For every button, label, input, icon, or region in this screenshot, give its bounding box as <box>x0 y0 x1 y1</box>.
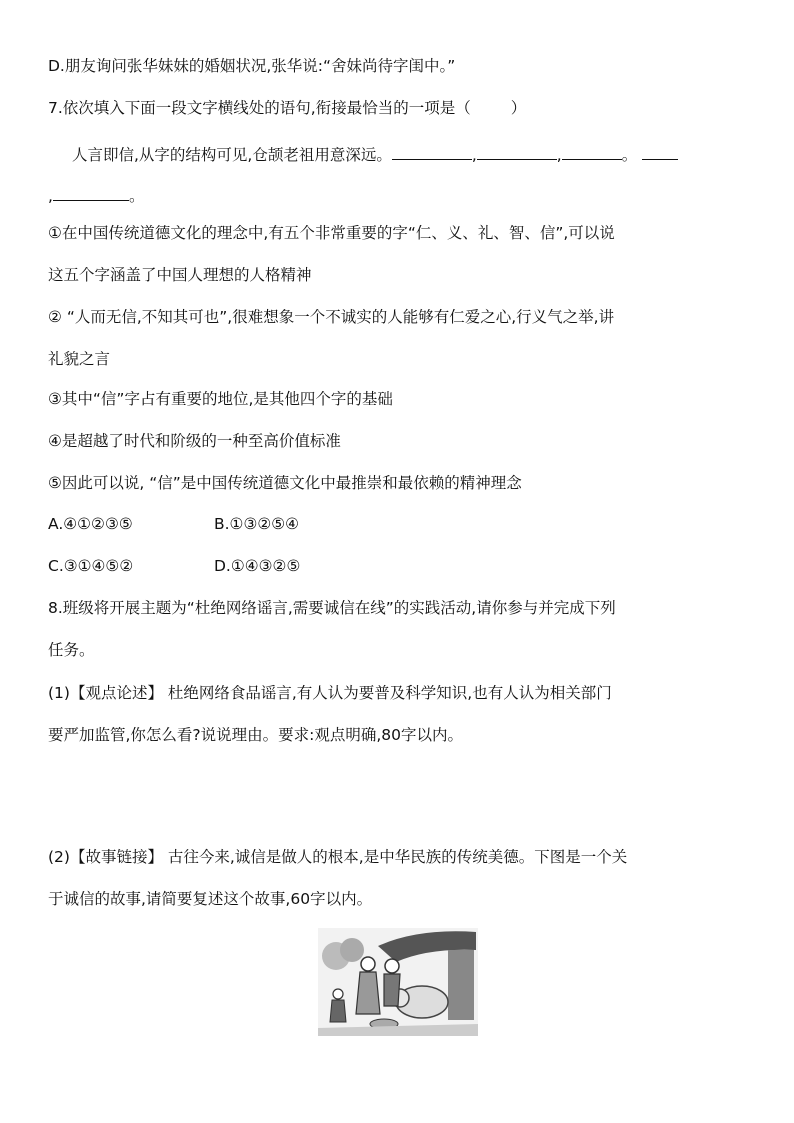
q7-sentence-1-line-2: 这五个字涵盖了中国人理想的人格精神 <box>48 266 312 284</box>
q7-blank-4[interactable] <box>642 143 678 160</box>
q8-part2-line-2: 于诚信的故事,请简要复述这个故事,60字以内。 <box>48 890 373 908</box>
q7-blank-5[interactable] <box>53 184 129 201</box>
q7-sep-1: , <box>471 146 477 164</box>
q7-option-d[interactable]: D.①④③②⑤ <box>214 557 301 575</box>
q8-part1-line-2: 要严加监管,你怎么看?说说理由。要求:观点明确,80字以内。 <box>48 726 464 744</box>
q8-stem-line-2: 任务。 <box>48 641 95 659</box>
q7-sentence-1-line-1: ①在中国传统道德文化的理念中,有五个非常重要的字“仁、义、礼、智、信”,可以说 <box>48 224 615 242</box>
q7-passage <box>72 143 678 166</box>
q7-passage-text: 人言即信,从字的结构可见,仓颉老祖用意深远。 <box>72 146 392 164</box>
q7-sentence-2-line-1: ② “人而无信,不知其可也”,很难想象一个不诚实的人能够有仁爱之心,行义气之举,讲 <box>48 308 615 326</box>
q7-option-a[interactable]: A.④①②③⑤ <box>48 515 133 533</box>
story-illustration <box>318 928 478 1036</box>
q7-option-b[interactable]: B.①③②⑤④ <box>214 515 300 533</box>
q7-sep-3: 。 <box>621 146 638 164</box>
q7-blank-3[interactable] <box>562 143 622 160</box>
q8-part1-line-1: (1)【观点论述】 杜绝网络食品谣言,有人认为要普及科学知识,也有人认为相关部门 <box>48 684 612 702</box>
q7-sep-5: 。 <box>128 187 145 205</box>
q8-part2-line-1: (2)【故事链接】 古往今来,诚信是做人的根本,是中华民族的传统美德。下图是一个关 <box>48 848 628 866</box>
q6-option-d: D.朋友询问张华妹妹的婚姻状况,张华说:“舍妹尚待字闺中。” <box>48 57 456 75</box>
q7-sep-2: , <box>556 146 562 164</box>
q7-sentence-4: ④是超越了时代和阶级的一种至高价值标准 <box>48 432 341 450</box>
q7-sentence-3: ③其中“信”字占有重要的地位,是其他四个字的基础 <box>48 390 393 408</box>
q7-blank-1[interactable] <box>392 143 472 160</box>
q8-stem-line-1: 8.班级将开展主题为“杜绝网络谣言,需要诚信在线”的实践活动,请你参与并完成下列 <box>48 599 616 617</box>
q7-sentence-5: ⑤因此可以说, “信”是中国传统道德文化中最推崇和最依赖的精神理念 <box>48 474 522 492</box>
q7-sentence-2-line-2: 礼貌之言 <box>48 350 111 368</box>
q7-option-c[interactable]: C.③①④⑤② <box>48 557 134 575</box>
q7-blank-2[interactable] <box>477 143 557 160</box>
story-illustration-drawing <box>318 928 478 1036</box>
q7-sep-4: , <box>48 187 53 205</box>
q7-stem <box>48 97 526 119</box>
q7-passage-cont <box>48 184 144 207</box>
q7-stem-close: ） <box>510 99 527 117</box>
q7-stem-text: 7.依次填入下面一段文字横线处的语句,衔接最恰当的一项是（ <box>48 99 471 117</box>
